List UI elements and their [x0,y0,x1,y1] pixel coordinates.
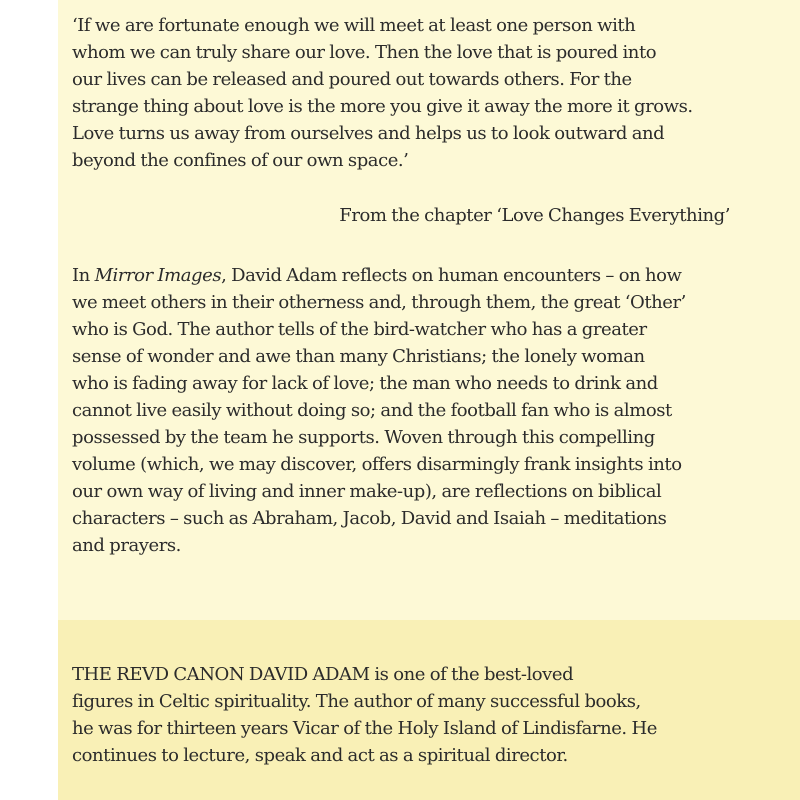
excerpt-quote [72,12,718,174]
book-summary [72,262,718,559]
quote-line: our lives can be released and poured out towards others. For the [72,69,632,90]
quote-line: ‘If we are fortunate enough we will meet at least one person with [72,15,636,36]
bio-line: he was for thirteen years Vicar of the Holy Island of Lindisfarne. He [72,718,657,739]
summary-line: volume (which, we may discover, offers disarmingly frank insights into [72,454,682,475]
summary-line: who is God. The author tells of the bird-watcher who has a greater [72,319,647,340]
quote-line: Love turns us away from ourselves and helps us to look outward and [72,123,665,144]
summary-first-line-rest: , David Adam reflects on human encounters – on how [221,265,682,286]
summary-line: who is fading away for lack of love; the man who needs to drink and [72,373,658,394]
summary-line: cannot live easily without doing so; and the football fan who is almost [72,400,672,421]
bio-line: THE REVD CANON DAVID ADAM is one of the best-loved [72,664,574,685]
summary-first-line [72,262,718,289]
summary-line: possessed by the team he supports. Woven through this compelling [72,427,655,448]
book-title: Mirror Images [94,265,222,286]
quote-attribution: From the chapter ‘Love Changes Everything’ [339,205,730,226]
bio-line: continues to lecture, speak and act as a spiritual director. [72,745,568,766]
summary-line: and prayers. [72,535,181,556]
summary-line: our own way of living and inner make-up), are reflections on biblical [72,481,662,502]
author-bio [72,661,718,769]
quote-line: whom we can truly share our love. Then the love that is poured into [72,42,657,63]
summary-prefix: In [72,265,95,286]
summary-line: sense of wonder and awe than many Christians; the lonely woman [72,346,645,367]
summary-line: characters – such as Abraham, Jacob, David and Isaiah – meditations [72,508,667,529]
bio-line: figures in Celtic spirituality. The author of many successful books, [72,691,641,712]
page-margin-edge [0,0,58,800]
quote-line: beyond the confines of our own space.’ [72,150,409,171]
summary-line: we meet others in their otherness and, through them, the great ‘Other’ [72,292,686,313]
quote-line: strange thing about love is the more you give it away the more it grows. [72,96,693,117]
